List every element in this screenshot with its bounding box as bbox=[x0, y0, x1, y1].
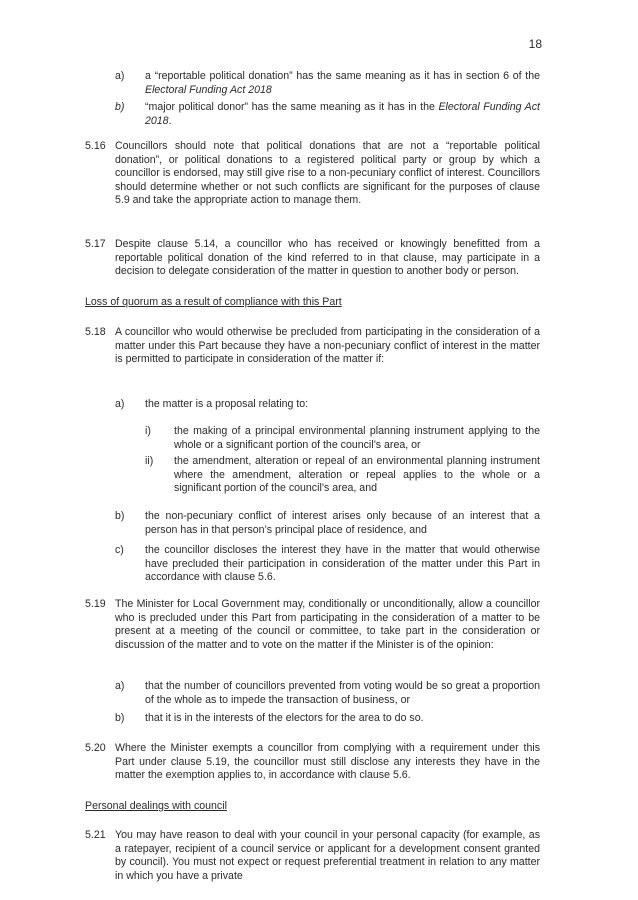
text-segment: . bbox=[168, 114, 172, 127]
clause-5-18-text: A councillor who would otherwise be precluded from participating in the consideration of a matter under this Part because they have a non-pecuniary conflict of interest in the matter is permitted to participate in consideration of the matter if: bbox=[115, 326, 540, 366]
clause-5-18-b-text: the non-pecuniary conflict of interest arises only because of an interest that a person has in that person’s principal place of residence, and bbox=[145, 510, 540, 536]
clause-5-19-b-text: that it is in the interests of the electors for the area to do so. bbox=[145, 712, 424, 724]
clause-number: 5.17 bbox=[85, 238, 106, 250]
italic-act-title: Electoral Funding Act 2018 bbox=[145, 83, 272, 96]
item-label: a) bbox=[115, 70, 125, 82]
section-heading-loss-of-quorum: Loss of quorum as a result of compliance with this Part bbox=[85, 296, 342, 308]
text-segment: a “reportable political donation” has the same meaning as it has in section 6 of the bbox=[145, 70, 540, 82]
clause-5-19-a-text: that the number of councillors prevented from voting would be so great a proportion of the whole as to impede the transaction of business, or bbox=[145, 680, 540, 706]
clause-5-21-text: You may have reason to deal with your council in your personal capacity (for example, as a ratepayer, recipient of a council service or applicant for a development consent granted by council). You must not expect or request preferential treatment in relation to any matter in which you have a private bbox=[115, 829, 540, 882]
clause-5-18-a-text: the matter is a proposal relating to: bbox=[145, 398, 309, 410]
clause-number: 5.18 bbox=[85, 326, 106, 338]
subitem-label: i) bbox=[145, 425, 151, 437]
item-label: b) bbox=[115, 101, 125, 113]
clause-5-20-text: Where the Minister exempts a councillor from complying with a requirement under this Part under clause 5.19, the councillor must still disclose any interests they have in the matter the exemption applies to, in accordance with clause 5.6. bbox=[115, 742, 540, 782]
definition-reportable-donation bbox=[145, 70, 540, 97]
item-label: a) bbox=[115, 398, 125, 410]
item-label: b) bbox=[115, 712, 125, 724]
clause-5-18-a-ii-text: the amendment, alteration or repeal of an environmental planning instrument where the amendment, alteration or repeal applies to the whole or a significant portion of the council’s area, and bbox=[174, 455, 540, 495]
clause-5-19-text: The Minister for Local Government may, conditionally or unconditionally, allow a councillor who is precluded under this Part from participating in the consideration of a matter to be present at a meeting of the council or committee, to take part in the consideration or discussion of the matter and to vote on the matter if the Minister is of the opinion: bbox=[115, 598, 540, 651]
item-label: a) bbox=[115, 680, 125, 692]
definition-major-donor bbox=[145, 101, 540, 128]
page-number: 18 bbox=[528, 37, 542, 51]
text-segment: “major political donor” has the same meaning as it has in the bbox=[145, 101, 439, 113]
clause-number: 5.16 bbox=[85, 140, 106, 152]
section-heading-personal-dealings: Personal dealings with council bbox=[85, 800, 227, 812]
item-label: b) bbox=[115, 510, 125, 522]
italic-act-title: Electoral Funding Act 2018 bbox=[145, 101, 540, 127]
clause-5-16-text: Councillors should note that political donations that are not a “reportable political donation”, or political donations to a registered political party or group by which a councillor is endorsed, may still give rise to a non-pecuniary conflict of interest. Councillors should determine whether or not such conflicts are significant for the purposes of clause 5.9 and take the appropriate action to manage them. bbox=[115, 140, 540, 207]
clause-5-17-text: Despite clause 5.14, a councillor who has received or knowingly benefitted from a reportable political donation of the kind referred to in that clause, may participate in a decision to delegate consideration of the matter in question to another body or person. bbox=[115, 238, 540, 278]
item-label: c) bbox=[115, 544, 124, 556]
clause-number: 5.21 bbox=[85, 829, 106, 841]
clause-5-18-c-text: the councillor discloses the interest they have in the matter that would otherwise have precluded their participation in consideration of the matter under this Part in accordance with clause 5.6. bbox=[145, 544, 540, 584]
clause-number: 5.19 bbox=[85, 598, 106, 610]
clause-number: 5.20 bbox=[85, 742, 106, 754]
subitem-label: ii) bbox=[145, 455, 154, 467]
clause-5-18-a-i-text: the making of a principal environmental planning instrument applying to the whole or a significant portion of the council’s area, or bbox=[174, 425, 540, 451]
